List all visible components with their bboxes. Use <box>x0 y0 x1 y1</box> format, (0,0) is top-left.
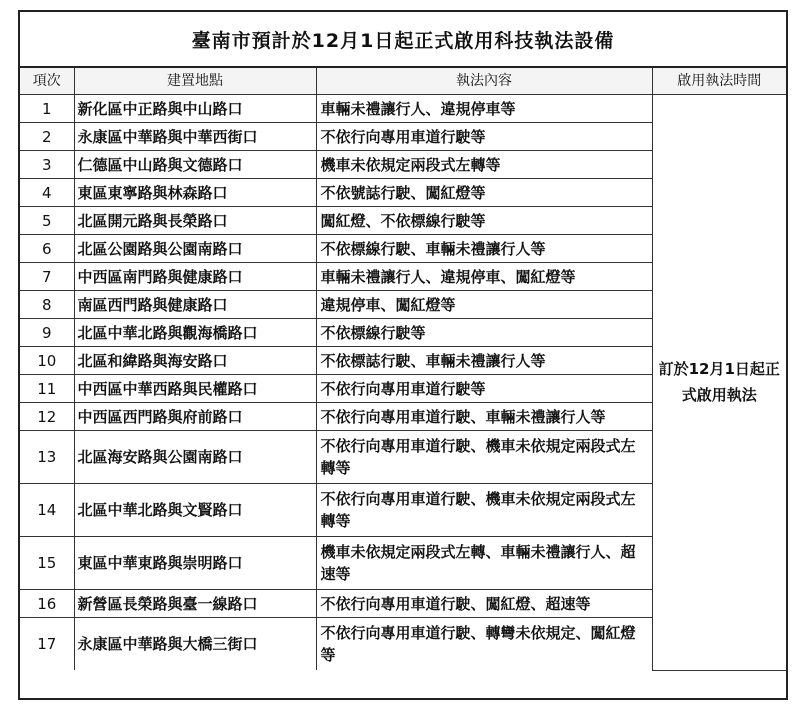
row-no: 3 <box>20 151 74 179</box>
header-location: 建置地點 <box>74 68 316 95</box>
row-content: 不依標誌行駛、車輛未禮讓行人等 <box>316 347 652 375</box>
row-content: 車輛未禮讓行人、違規停車等 <box>316 95 652 123</box>
row-location: 北區和緯路與海安路口 <box>74 347 316 375</box>
row-no: 7 <box>20 263 74 291</box>
row-no: 15 <box>20 537 74 590</box>
row-location: 仁德區中山路與文德路口 <box>74 151 316 179</box>
table-title: 臺南市預計於12月1日起正式啟用科技執法設備 <box>20 12 786 68</box>
row-content: 不依行向專用車道行駛、機車未依規定兩段式左轉等 <box>316 484 652 537</box>
enforcement-start-time: 訂於12月1日起正式啟用執法 <box>652 95 786 671</box>
row-content: 機車未依規定兩段式左轉、車輛未禮讓行人、超速等 <box>316 537 652 590</box>
row-no: 17 <box>20 618 74 671</box>
row-no: 6 <box>20 235 74 263</box>
row-no: 14 <box>20 484 74 537</box>
row-location: 永康區中華路與中華西街口 <box>74 123 316 151</box>
row-location: 北區開元路與長榮路口 <box>74 207 316 235</box>
row-content: 不依行向專用車道行駛等 <box>316 123 652 151</box>
table-row <box>20 95 786 123</box>
row-location: 東區東寧路與林森路口 <box>74 179 316 207</box>
row-content: 闖紅燈、不依標線行駛等 <box>316 207 652 235</box>
row-location: 中西區中華西路與民權路口 <box>74 375 316 403</box>
row-no: 10 <box>20 347 74 375</box>
row-no: 16 <box>20 590 74 618</box>
row-location: 北區中華北路與觀海橋路口 <box>74 319 316 347</box>
row-content: 不依行向專用車道行駛、機車未依規定兩段式左轉等 <box>316 431 652 484</box>
row-content: 不依行向專用車道行駛、轉彎未依規定、闖紅燈等 <box>316 618 652 671</box>
row-content: 不依行向專用車道行駛、闖紅燈、超速等 <box>316 590 652 618</box>
header-content: 執法內容 <box>316 68 652 95</box>
row-no: 5 <box>20 207 74 235</box>
row-content: 不依行向專用車道行駛、車輛未禮讓行人等 <box>316 403 652 431</box>
row-location: 東區中華東路與崇明路口 <box>74 537 316 590</box>
row-location: 中西區南門路與健康路口 <box>74 263 316 291</box>
header-time: 啟用執法時間 <box>652 68 786 95</box>
header-row <box>20 68 786 95</box>
row-no: 12 <box>20 403 74 431</box>
row-no: 8 <box>20 291 74 319</box>
row-no: 9 <box>20 319 74 347</box>
row-content: 違規停車、闖紅燈等 <box>316 291 652 319</box>
row-location: 北區公園路與公園南路口 <box>74 235 316 263</box>
row-content: 不依號誌行駛、闖紅燈等 <box>316 179 652 207</box>
row-location: 北區海安路與公園南路口 <box>74 431 316 484</box>
enforcement-table-frame <box>18 10 788 700</box>
row-location: 南區西門路與健康路口 <box>74 291 316 319</box>
row-no: 4 <box>20 179 74 207</box>
row-location: 北區中華北路與文賢路口 <box>74 484 316 537</box>
row-no: 11 <box>20 375 74 403</box>
row-location: 新化區中正路與中山路口 <box>74 95 316 123</box>
row-content: 車輛未禮讓行人、違規停車、闖紅燈等 <box>316 263 652 291</box>
row-content: 不依標線行駛、車輛未禮讓行人等 <box>316 235 652 263</box>
row-location: 新營區長榮路與臺一線路口 <box>74 590 316 618</box>
row-content: 不依標線行駛等 <box>316 319 652 347</box>
header-no: 項次 <box>20 68 74 95</box>
row-no: 13 <box>20 431 74 484</box>
row-location: 永康區中華路與大橋三街口 <box>74 618 316 671</box>
row-location: 中西區西門路與府前路口 <box>74 403 316 431</box>
enforcement-table <box>20 68 786 671</box>
row-no: 1 <box>20 95 74 123</box>
row-content: 不依行向專用車道行駛等 <box>316 375 652 403</box>
row-no: 2 <box>20 123 74 151</box>
row-content: 機車未依規定兩段式左轉等 <box>316 151 652 179</box>
